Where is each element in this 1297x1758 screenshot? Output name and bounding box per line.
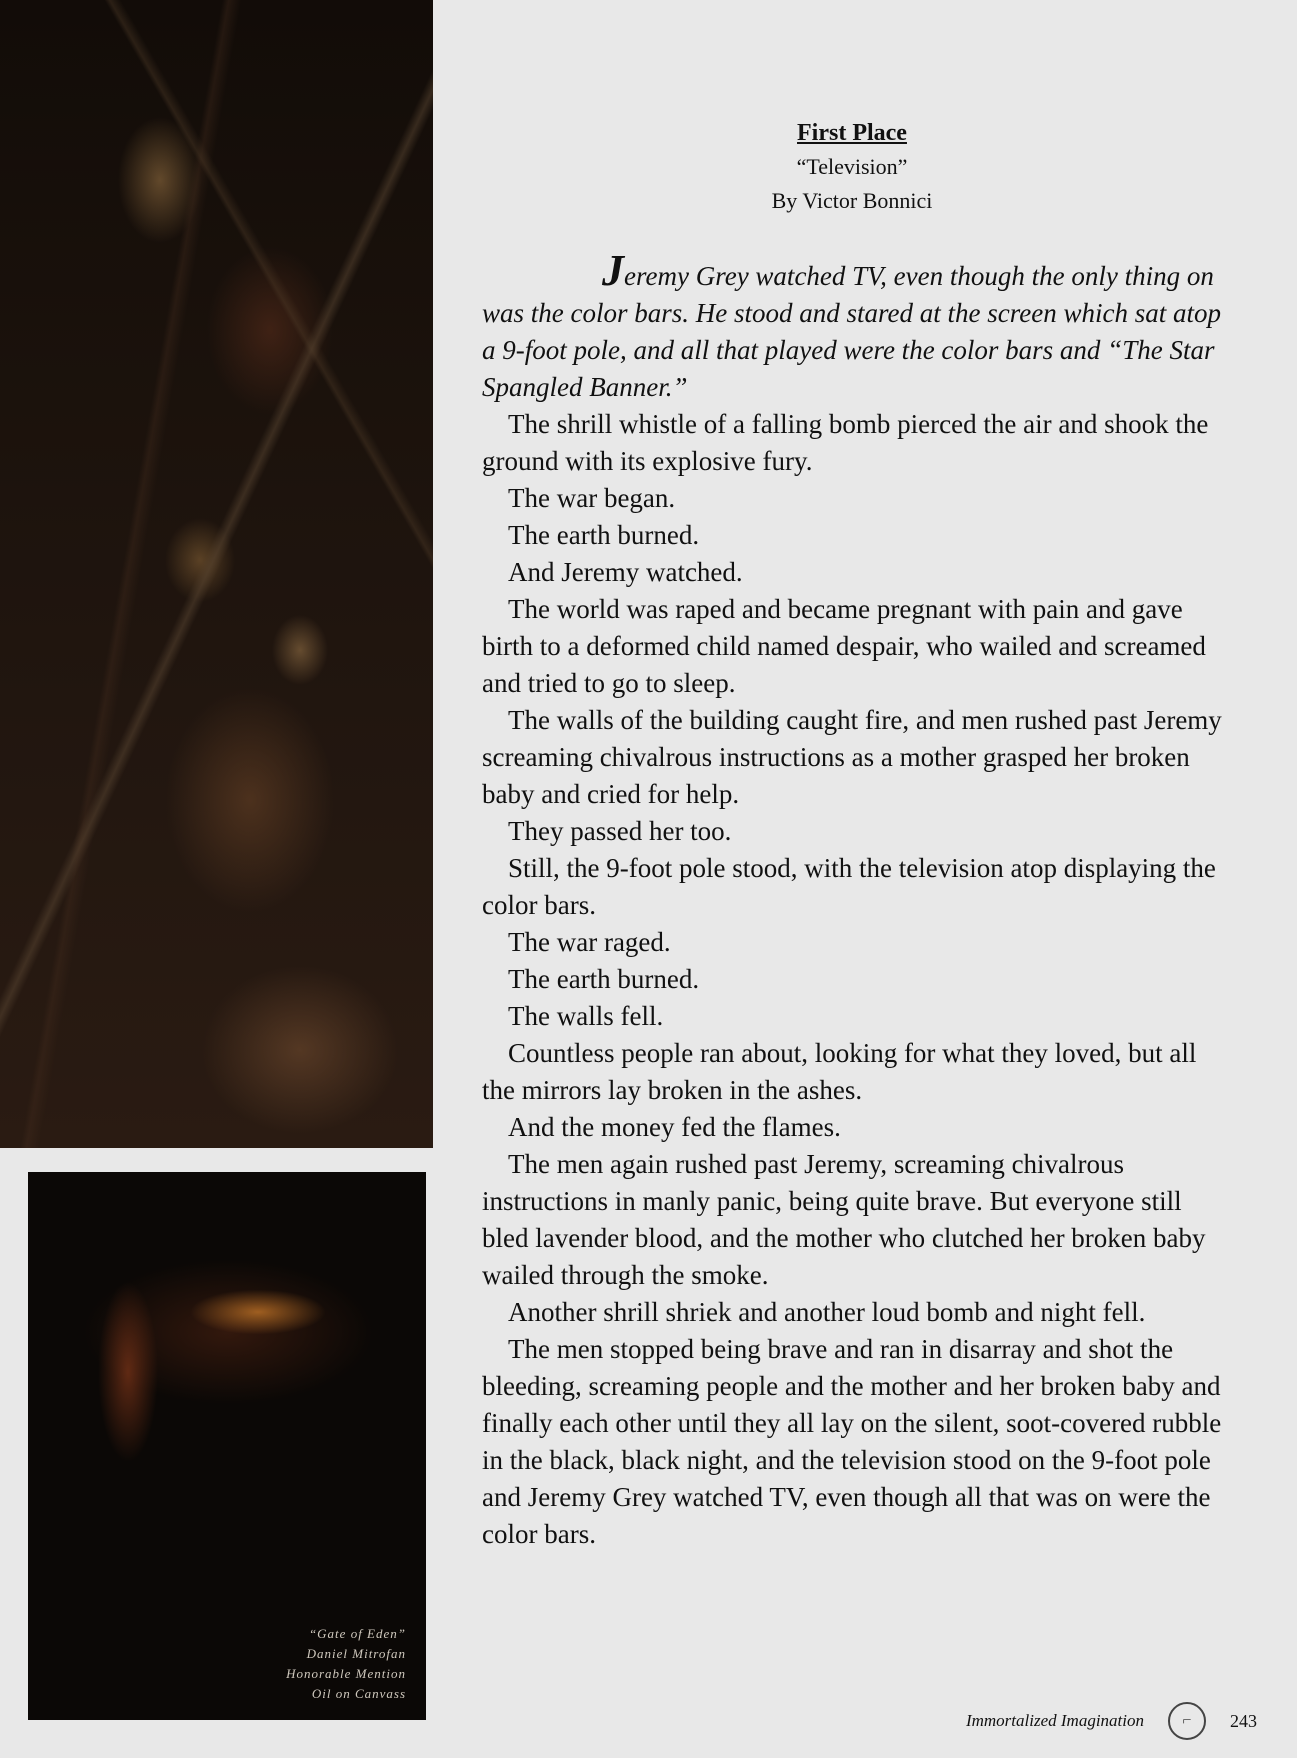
caption-title: “Gate of Eden” bbox=[308, 1626, 406, 1641]
caption-award: Honorable Mention bbox=[286, 1666, 406, 1681]
story-header bbox=[462, 116, 1242, 218]
story-paragraph: The world was raped and became pregnant with pain and gave birth to a deformed child named despair, who wailed and screamed and tried to go to sleep. bbox=[482, 594, 1206, 698]
story-paragraph: And Jeremy watched. bbox=[508, 557, 743, 587]
award-place: First Place bbox=[797, 120, 907, 146]
story-paragraph: The men stopped being brave and ran in disarray and shot the bleeding, screaming people and the mother and her broken baby and finally each other until they all lay on the silent, soot-covered rubble in the black, black night, and the television stood on the 9-foot pole and Jeremy Grey watched TV, even though all that was on were the color bars. bbox=[482, 1334, 1222, 1549]
artwork-gate-of-eden bbox=[28, 1172, 426, 1720]
caption-artist: Daniel Mitrofan bbox=[306, 1646, 406, 1661]
forest-photo bbox=[0, 0, 433, 1148]
story-paragraph: The earth burned. bbox=[508, 964, 700, 994]
story-paragraph: The walls fell. bbox=[508, 1001, 664, 1031]
story-paragraph: The war raged. bbox=[508, 927, 671, 957]
story-paragraph: The war began. bbox=[508, 483, 676, 513]
artwork-caption bbox=[286, 1624, 406, 1704]
publication-logo-icon: ⌐ bbox=[1168, 1702, 1206, 1740]
story-paragraph: The walls of the building caught fire, and men rushed past Jeremy screaming chivalrous instructions as a mother grasped her broken baby and cried for help. bbox=[482, 705, 1222, 809]
story-byline: By Victor Bonnici bbox=[771, 188, 933, 213]
story-paragraph: The shrill whistle of a falling bomb pierced the air and shook the ground with its explosive fury. bbox=[482, 409, 1209, 476]
story-paragraph: And the money fed the flames. bbox=[508, 1112, 841, 1142]
story-paragraph: Still, the 9-foot pole stood, with the television atop displaying the color bars. bbox=[482, 853, 1216, 920]
story-body bbox=[482, 246, 1234, 1553]
page-number: 243 bbox=[1230, 1710, 1257, 1731]
story-paragraph: They passed her too. bbox=[508, 816, 732, 846]
story-paragraph: The earth burned. bbox=[508, 520, 700, 550]
caption-medium: Oil on Canvass bbox=[311, 1686, 406, 1701]
publication-name: Immortalized Imagination bbox=[965, 1711, 1144, 1730]
lead-paragraph bbox=[482, 246, 1234, 406]
story-title: “Television” bbox=[796, 154, 908, 179]
drop-cap: J bbox=[602, 246, 624, 295]
story-paragraph: Countless people ran about, looking for what they loved, but all the mirrors lay broken in the ashes. bbox=[482, 1038, 1197, 1105]
story-paragraph: Another shrill shriek and another loud bomb and night fell. bbox=[508, 1297, 1146, 1327]
page-footer bbox=[966, 1702, 1257, 1740]
lead-text: eremy Grey watched TV, even though the only thing on was the color bars. He stood and stared at the screen which sat atop a 9-foot pole, and all that played were the color bars and “The Star Spangled Banner.” bbox=[482, 261, 1221, 402]
story-paragraph: The men again rushed past Jeremy, screaming chivalrous instructions in manly panic, being quite brave. But everyone still bled lavender blood, and the mother who clutched her broken baby wailed through the smoke. bbox=[482, 1149, 1206, 1290]
